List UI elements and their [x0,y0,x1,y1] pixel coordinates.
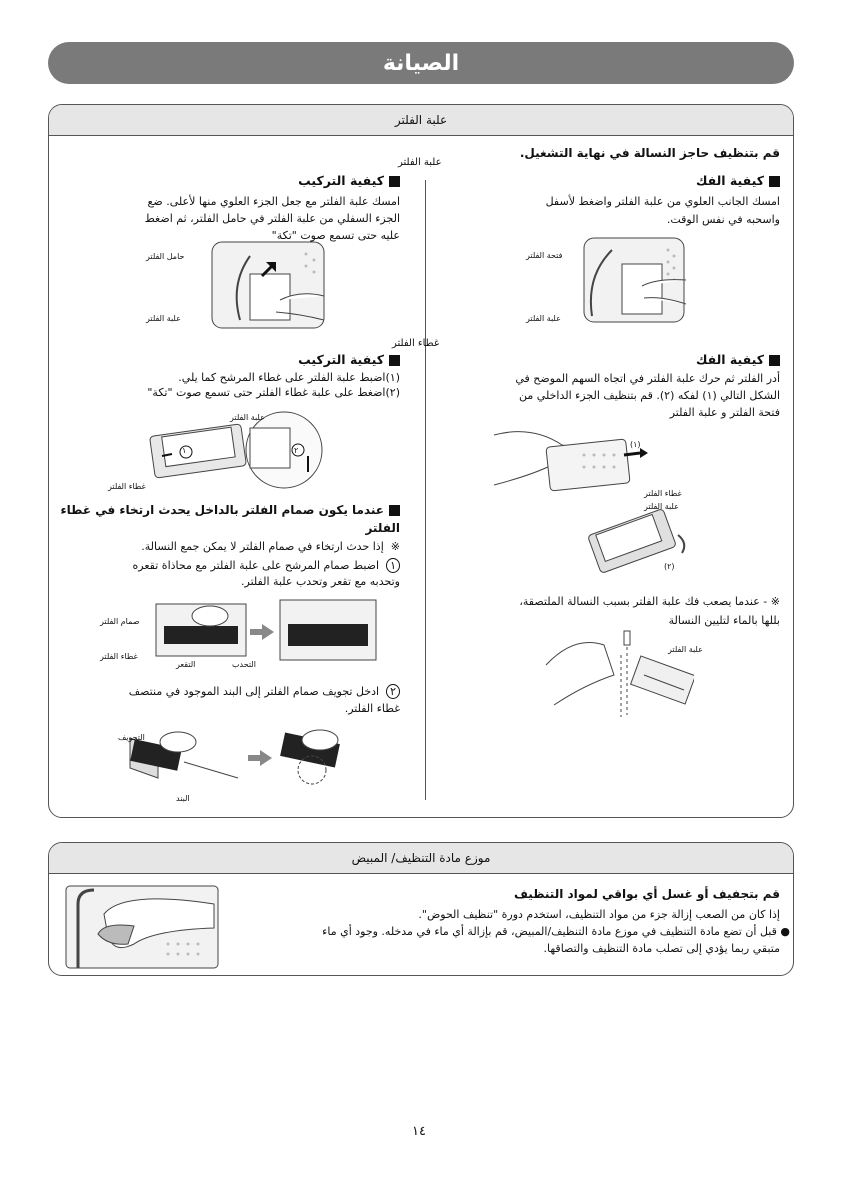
label-filter-case-5: علبة الفلتر [230,413,265,422]
cover-install-text-2: (٢)اضغط على علبة غطاء الفلتر حتى تسمع صوت "تكة" [147,386,400,399]
cover-install-heading: كيفية التركيب [298,352,400,367]
label-filter-valve: صمام الفلتر [100,617,140,626]
cover-removal-text-2: الشكل التالي (١) لفكه (٢). قم بتنظيف الجزء الداخلي من [519,389,780,402]
label-concave: التقعر [176,660,196,669]
label-convex: التحدب [232,660,256,669]
dispenser-text-3: متبقي ربما يؤدي إلى تصلب مادة التنظيف والتصاقها. [543,942,780,955]
install-text-3: عليه حتى تسمع صوت "تكة" [271,229,400,242]
dispenser-text-1: إذا كان من الصعب إزالة جزء من مواد التنظيف، استخدم دورة "تنظيف الحوض". [418,908,780,921]
square-bullet-icon [389,505,400,516]
label-filter-holder: حامل الفلتر [146,252,185,261]
label-cavity: التجويف [118,733,145,742]
install-illustration [210,240,326,330]
column-divider [425,180,426,800]
dispenser-text-2: ● قبل أن تضع مادة التنظيف في موزع مادة التنظيف/المبيض، قم بإزالة أي ماء في مدخله. وجود أي ماء [322,925,790,938]
square-bullet-icon [769,176,780,187]
removal-text-1: امسك الجانب العلوي من علبة الفلتر واضغط لأسفل [545,195,780,208]
cover-install-text-1: (١)اضبط علبة الفلتر على غطاء المرشح كما يلي. [178,371,400,384]
loose-step-1b: وتحدبه مع تقعر وتحدب علبة الفلتر. [241,575,400,588]
cover-removal-heading: كيفية الفك [696,352,780,367]
label-filter-case-3: علبة الفلتر [668,645,703,654]
label-filter-case-4: علبة الفلتر [146,314,181,323]
cover-install-title: غطاء الفلتر [392,338,440,349]
label-step-2: (٢) [664,562,675,571]
install-text-1: امسك علبة الفلتر مع جعل الجزء العلوي منها لأعلى. ضع [147,195,400,208]
wet-filter-illustration [544,625,694,720]
loose-step-1a: ١ اضبط صمام المرشح على علبة الفلتر مع محاذاة تقعره [133,557,400,574]
dispenser-heading: قم بتجفيف أو غسل أي بواقي لمواد التنظيف [514,887,780,901]
cover-removal-text-3: فتحة الفلتر و علبة الفلتر [669,406,780,419]
page-number: ١٤ [412,1124,426,1139]
removal-illustration [582,236,686,324]
intro-text: قم بتنظيف حاجز النسالة في نهاية التشغيل. [519,146,780,160]
removal-text-2: واسحبه في نفس الوقت. [666,213,780,226]
dispenser-header: موزع مادة التنظيف/ المبيض [49,843,793,874]
note-mark: ※ [770,595,780,608]
square-bullet-icon [389,355,400,366]
cover-removal-text-1: أدر الفلتر ثم حرك علبة الفلتر في اتجاه السهم الموضح في [515,372,780,385]
label-filter-cover-1: غطاء الفلتر [644,489,682,498]
label-filter-case-1: علبة الفلتر [526,314,561,323]
loose-step-2a: ٢ ادخل تجويف صمام الفلتر إلى البند الموجود في منتصف [129,683,400,700]
cover-removal-illustration [492,425,692,575]
cavity-illustration [128,718,384,790]
install-heading: كيفية التركيب [298,173,400,188]
install-title: علبة الفلتر [398,157,442,168]
loose-heading-1: عندما يكون صمام الفلتر بالداخل يحدث ارتخاء في غطاء [60,503,400,517]
dispenser-illustration [64,884,220,970]
label-step-1: (١) [630,440,641,449]
stuck-note-text-1: ※ - عندما يصعب فك علبة الفلتر بسبب النسالة الملتصقة، [519,595,780,608]
loose-step-2b: غطاء الفلتر. [344,702,400,715]
filter-case-header: علبة الفلتر [49,105,793,136]
install-text-2: الجزء السفلي من علبة الفلتر في حامل الفلتر، ثم اضغط [144,212,400,225]
label-item: البند [176,794,190,803]
page-title: الصيانة [48,42,794,84]
label-filter-cover-2: غطاء الفلتر [108,482,146,491]
label-filter-cover-3: غطاء الفلتر [100,652,138,661]
valve-illustration [150,598,380,668]
loose-note: ※ إذا حدث ارتخاء في صمام الفلتر لا يمكن جمع النسالة. [141,540,400,553]
square-bullet-icon [389,176,400,187]
label-n1-circle: ١ [182,446,187,455]
label-filter-opening: فتحة الفلتر [526,251,563,260]
loose-heading-2: الفلتر [365,521,400,535]
square-bullet-icon [769,355,780,366]
label-filter-case-2: علبة الفلتر [644,502,679,511]
cover-install-illustration [146,410,326,500]
label-n2-circle: ٢ [294,446,299,455]
removal-heading: كيفية الفك [696,173,780,188]
stuck-note-text-2: بللها بالماء لتليين النسالة [668,614,780,627]
